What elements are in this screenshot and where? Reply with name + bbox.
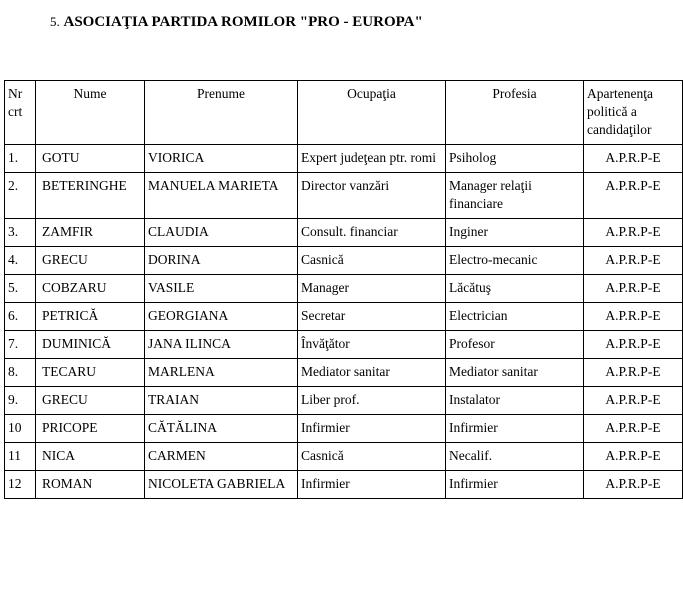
cell-nume: PETRICĂ — [36, 303, 145, 331]
table-row — [5, 387, 683, 415]
party-name: ASOCIAŢIA PARTIDA ROMILOR "PRO - EUROPA" — [63, 14, 423, 30]
cell-ocupatia: Casnică — [298, 443, 446, 471]
cell-nume: GOTU — [36, 145, 145, 173]
header-profesia: Profesia — [446, 81, 584, 145]
cell-profesia: Electrician — [446, 303, 584, 331]
cell-prenume: JANA ILINCA — [145, 331, 298, 359]
cell-prenume: VIORICA — [145, 145, 298, 173]
table-row — [5, 415, 683, 443]
cell-profesia: Psiholog — [446, 145, 584, 173]
cell-ocupatia: Infirmier — [298, 415, 446, 443]
table-body — [5, 145, 683, 499]
cell-apartenenta: A.P.R.P-E — [584, 387, 683, 415]
document-title — [50, 14, 423, 31]
table-row — [5, 247, 683, 275]
cell-prenume: DORINA — [145, 247, 298, 275]
cell-nr-crt: 4. — [5, 247, 36, 275]
table-row — [5, 303, 683, 331]
table-row — [5, 275, 683, 303]
cell-apartenenta: A.P.R.P-E — [584, 145, 683, 173]
cell-apartenenta: A.P.R.P-E — [584, 247, 683, 275]
cell-prenume: CLAUDIA — [145, 219, 298, 247]
table-row — [5, 219, 683, 247]
cell-apartenenta: A.P.R.P-E — [584, 443, 683, 471]
cell-prenume: VASILE — [145, 275, 298, 303]
cell-profesia: Infirmier — [446, 471, 584, 499]
cell-nr-crt: 12 — [5, 471, 36, 499]
table-row — [5, 145, 683, 173]
cell-prenume: NICOLETA GABRIELA — [145, 471, 298, 499]
cell-prenume: MANUELA MARIETA — [145, 173, 298, 219]
cell-ocupatia: Liber prof. — [298, 387, 446, 415]
cell-ocupatia: Mediator sanitar — [298, 359, 446, 387]
candidates-table — [4, 80, 683, 499]
cell-profesia: Profesor — [446, 331, 584, 359]
cell-nr-crt: 6. — [5, 303, 36, 331]
cell-nume: PRICOPE — [36, 415, 145, 443]
cell-ocupatia: Consult. financiar — [298, 219, 446, 247]
cell-apartenenta: A.P.R.P-E — [584, 415, 683, 443]
cell-nr-crt: 1. — [5, 145, 36, 173]
header-nr-crt: Nr crt — [5, 81, 36, 145]
cell-apartenenta: A.P.R.P-E — [584, 471, 683, 499]
cell-ocupatia: Expert judeţean ptr. romi — [298, 145, 446, 173]
table-row — [5, 359, 683, 387]
cell-profesia: Mediator sanitar — [446, 359, 584, 387]
cell-nume: BETERINGHE — [36, 173, 145, 219]
cell-profesia: Necalif. — [446, 443, 584, 471]
cell-nume: COBZARU — [36, 275, 145, 303]
cell-nr-crt: 10 — [5, 415, 36, 443]
header-nume: Nume — [36, 81, 145, 145]
table-row — [5, 471, 683, 499]
cell-prenume: MARLENA — [145, 359, 298, 387]
cell-apartenenta: A.P.R.P-E — [584, 359, 683, 387]
cell-ocupatia: Manager — [298, 275, 446, 303]
cell-ocupatia: Secretar — [298, 303, 446, 331]
header-prenume: Prenume — [145, 81, 298, 145]
cell-nr-crt: 2. — [5, 173, 36, 219]
table-row — [5, 443, 683, 471]
cell-nr-crt: 11 — [5, 443, 36, 471]
cell-profesia: Infirmier — [446, 415, 584, 443]
cell-apartenenta: A.P.R.P-E — [584, 173, 683, 219]
cell-profesia: Manager relaţii financiare — [446, 173, 584, 219]
cell-nr-crt: 8. — [5, 359, 36, 387]
cell-ocupatia: Casnică — [298, 247, 446, 275]
cell-prenume: GEORGIANA — [145, 303, 298, 331]
cell-ocupatia: Infirmier — [298, 471, 446, 499]
cell-apartenenta: A.P.R.P-E — [584, 331, 683, 359]
table-header-row — [5, 81, 683, 145]
table-row — [5, 331, 683, 359]
cell-ocupatia: Director vanzări — [298, 173, 446, 219]
cell-nume: ZAMFIR — [36, 219, 145, 247]
cell-nume: NICA — [36, 443, 145, 471]
cell-apartenenta: A.P.R.P-E — [584, 303, 683, 331]
cell-prenume: TRAIAN — [145, 387, 298, 415]
cell-profesia: Lăcătuş — [446, 275, 584, 303]
cell-nume: DUMINICĂ — [36, 331, 145, 359]
cell-prenume: CĂTĂLINA — [145, 415, 298, 443]
section-number: 5. — [50, 14, 60, 29]
cell-prenume: CARMEN — [145, 443, 298, 471]
cell-nr-crt: 9. — [5, 387, 36, 415]
cell-nume: TECARU — [36, 359, 145, 387]
cell-apartenenta: A.P.R.P-E — [584, 275, 683, 303]
cell-nume: ROMAN — [36, 471, 145, 499]
cell-profesia: Electro-mecanic — [446, 247, 584, 275]
cell-profesia: Inginer — [446, 219, 584, 247]
header-ocupatia: Ocupaţia — [298, 81, 446, 145]
cell-apartenenta: A.P.R.P-E — [584, 219, 683, 247]
cell-nr-crt: 3. — [5, 219, 36, 247]
cell-nr-crt: 7. — [5, 331, 36, 359]
table-row — [5, 173, 683, 219]
cell-profesia: Instalator — [446, 387, 584, 415]
cell-nume: GRECU — [36, 387, 145, 415]
cell-ocupatia: Învăţător — [298, 331, 446, 359]
cell-nume: GRECU — [36, 247, 145, 275]
header-apartenenta: Apartenenţa politică a candidaţilor — [584, 81, 683, 145]
cell-nr-crt: 5. — [5, 275, 36, 303]
